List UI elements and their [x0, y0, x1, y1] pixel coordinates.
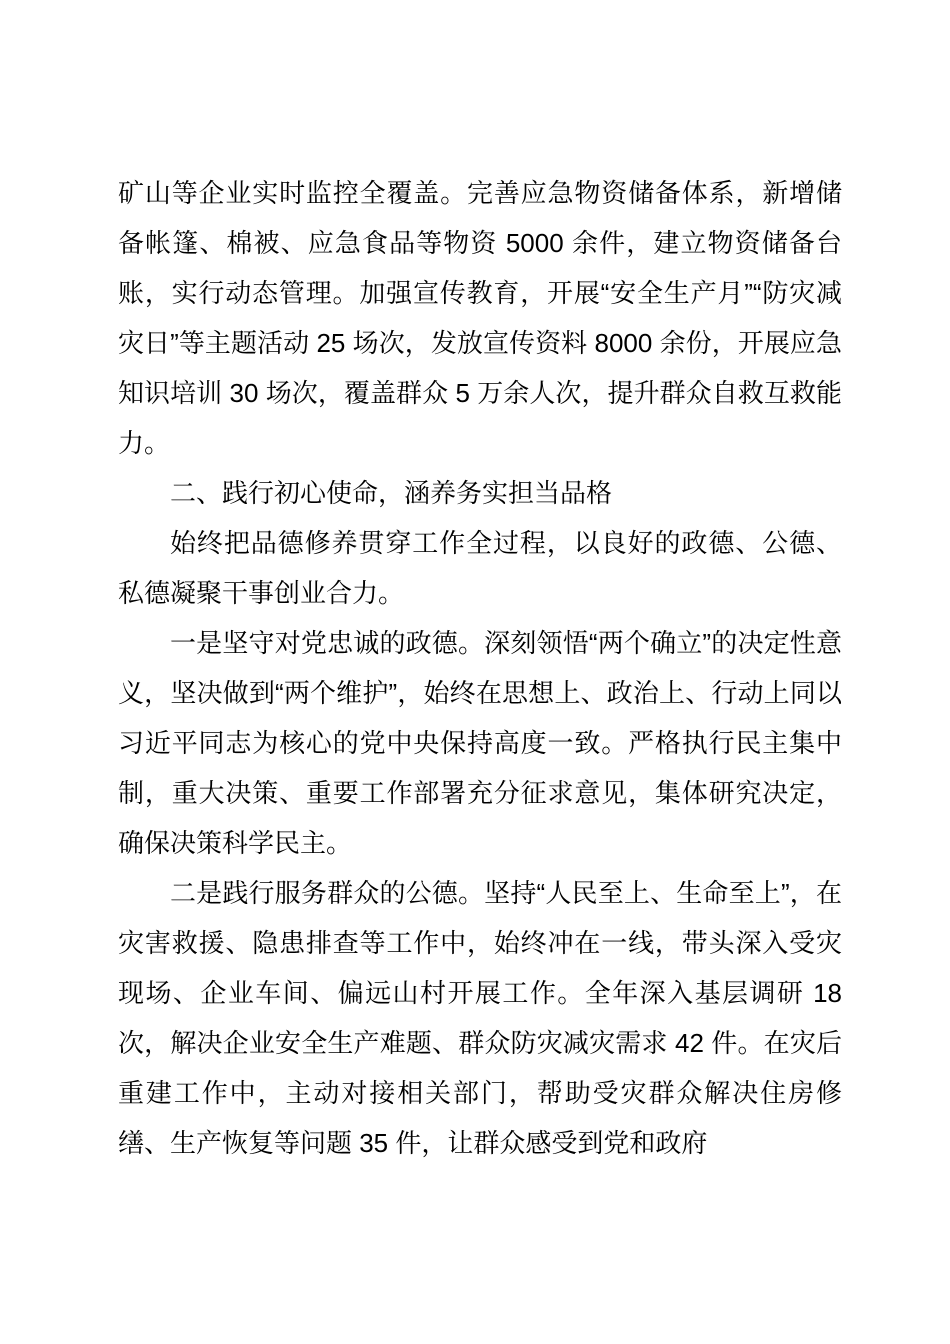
paragraph: 二是践行服务群众的公德。坚持“人民至上、生命至上”，在灾害救援、隐患排查等工作中，始终冲在一线，带头深入受灾现场、企业车间、偏远山村开展工作。全年深入基层调研 18 次，解决企业安全生产难题、群众防灾减灾需求 42 件。在灾后重建工作中，主动对接相关部门，帮助受灾群众解决住房修缮、生产恢复等问题 35 件，让群众感受到党和政府 — [118, 878, 842, 1158]
paragraph: 矿山等企业实时监控全覆盖。完善应急物资储备体系，新增储备帐篷、棉被、应急食品等物资 5000 余件，建立物资储备台账，实行动态管理。加强宣传教育，开展“安全生产月”“防灾减灾日”等主题活动 25 场次，发放宣传资料 8000 余份，开展应急知识培训 30 场次，覆盖群众 5 万余人次，提升群众自救互救能力。 — [118, 178, 842, 458]
paragraph: 一是坚守对党忠诚的政德。深刻领悟“两个确立”的决定性意义，坚决做到“两个维护”，始终在思想上、政治上、行动上同以习近平同志为核心的党中央保持高度一致。严格执行民主集中制，重大决策、重要工作部署充分征求意见，集体研究决定，确保决策科学民主。 — [118, 628, 842, 858]
document-text-block — [118, 168, 842, 1168]
section-heading: 二、践行初心使命，涵养务实担当品格 — [170, 478, 613, 508]
paragraph: 始终把品德修养贯穿工作全过程，以良好的政德、公德、私德凝聚干事创业合力。 — [118, 528, 842, 608]
